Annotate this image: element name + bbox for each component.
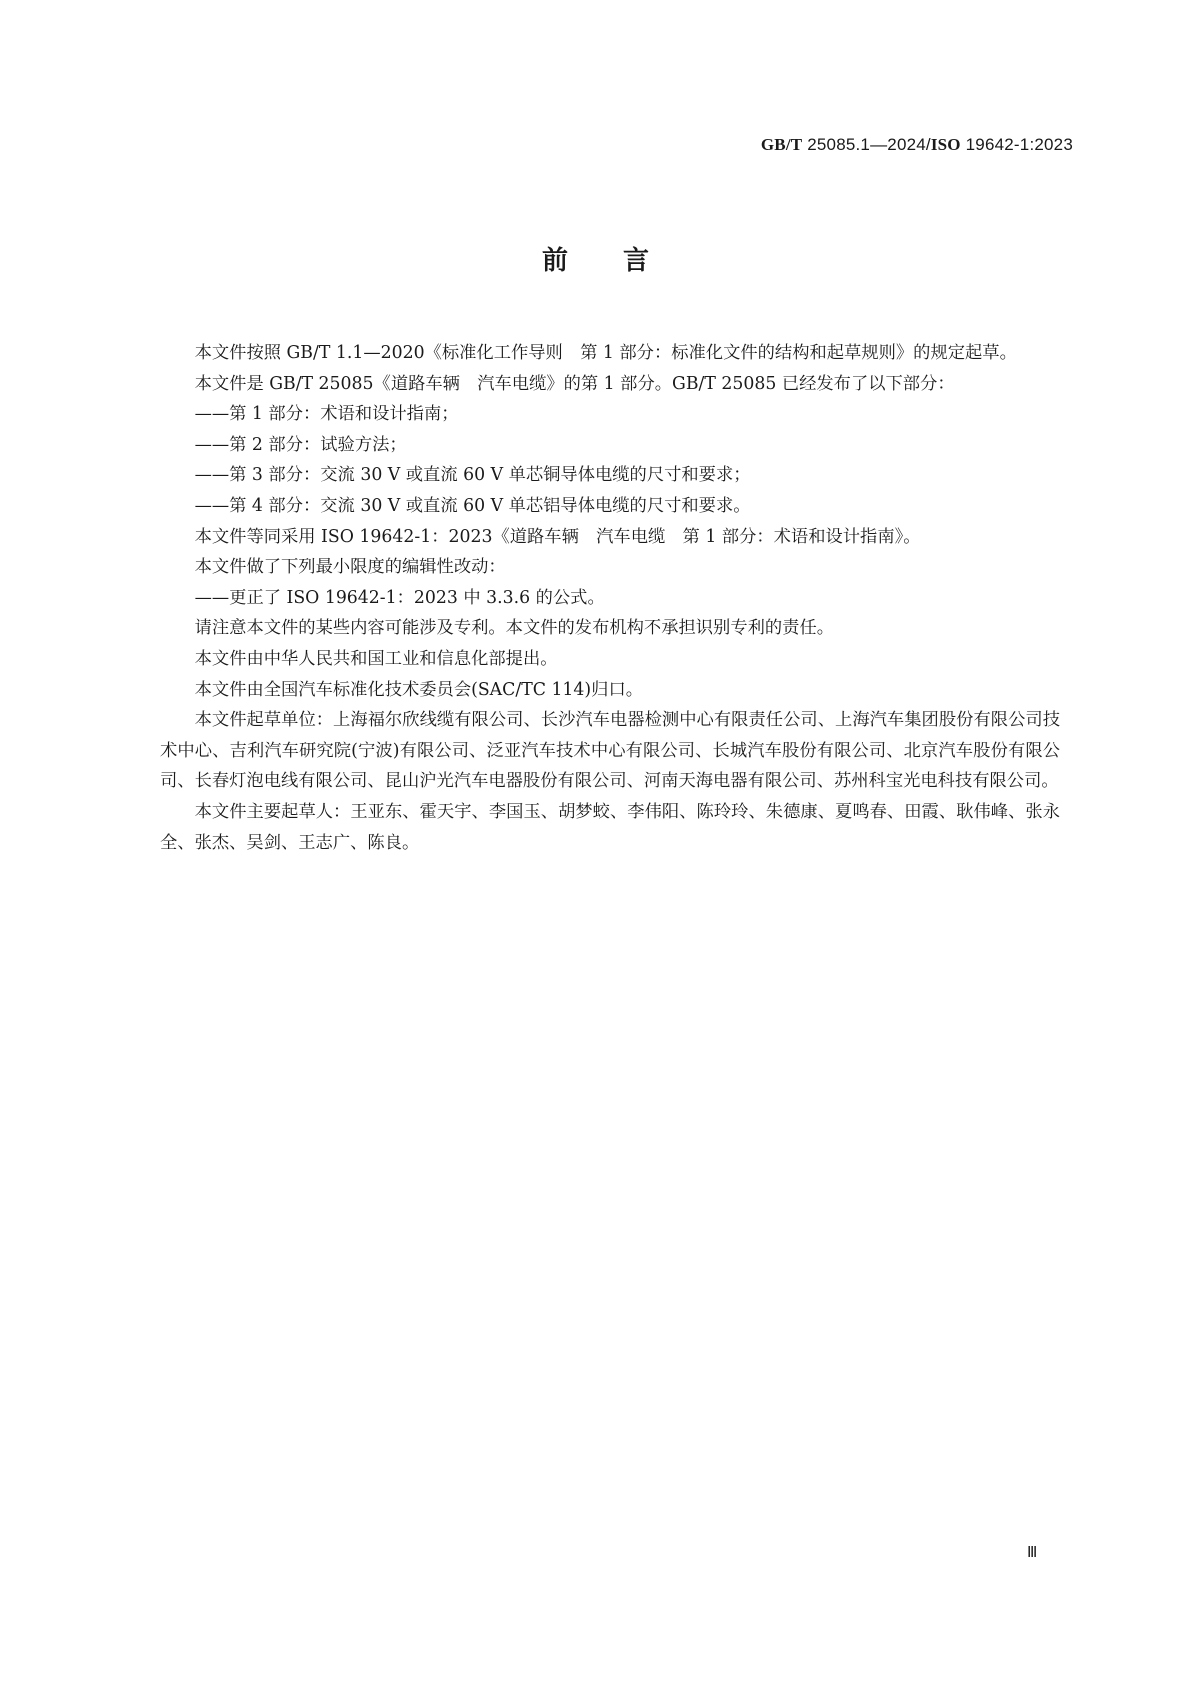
paragraph-drafters: 本文件主要起草人：王亚东、霍天宇、李国玉、胡梦蛟、李伟阳、陈玲玲、朱德康、夏鸣春、田霞、耿伟峰、张永全、张杰、吴剑、王志广、陈良。 <box>160 801 1060 853</box>
paragraph-proposed-by: 本文件由中华人民共和国工业和信息化部提出。 <box>194 648 558 669</box>
list-item-part-4: ——第 4 部分：交流 30 V 或直流 60 V 单芯铝导体电缆的尺寸和要求。 <box>194 495 751 516</box>
iso-prefix: ISO <box>930 135 961 154</box>
std-number: 25085.1—2024/ <box>802 135 931 154</box>
paragraph-patent-notice: 请注意本文件的某些内容可能涉及专利。本文件的发布机构不承担识别专利的责任。 <box>194 618 835 639</box>
list-item-part-2: ——第 2 部分：试验方法； <box>194 434 407 455</box>
paragraph-edits-intro: 本文件做了下列最小限度的编辑性改动： <box>194 557 506 578</box>
title-char-1: 前 <box>541 246 568 276</box>
list-item-edit-1: ——更正了 ISO 19642-1：2023 中 3.3.6 的公式。 <box>194 587 605 608</box>
title-char-2: 言 <box>623 246 650 276</box>
paragraph-series-intro: 本文件是 GB/T 25085《道路车辆 汽车电缆》的第 1 部分。GB/T 25085 已经发布了以下部分： <box>194 373 955 394</box>
paragraph-managed-by: 本文件由全国汽车标准化技术委员会(SAC/TC 114)归口。 <box>194 679 644 700</box>
list-item-part-1: ——第 1 部分：术语和设计指南； <box>194 404 459 425</box>
page-title <box>0 240 1191 277</box>
iso-number: 19642-1:2023 <box>960 135 1073 154</box>
paragraph-drafting-rules: 本文件按照 GB/T 1.1—2020《标准化工作导则 第 1 部分：标准化文件的结构和起草规则》的规定起草。 <box>194 343 1017 363</box>
list-item-part-3: ——第 3 部分：交流 30 V 或直流 60 V 单芯铜导体电缆的尺寸和要求； <box>194 465 751 486</box>
page-number: Ⅲ <box>1027 1545 1038 1561</box>
paragraph-adoption: 本文件等同采用 ISO 19642-1：2023《道路车辆 汽车电缆 第 1 部分：术语和设计指南》。 <box>194 526 921 547</box>
foreword-body <box>160 338 1060 858</box>
std-prefix: GB/T <box>760 135 803 154</box>
paragraph-drafting-units: 本文件起草单位：上海福尔欣线缆有限公司、长沙汽车电器检测中心有限责任公司、上海汽车集团股份有限公司技术中心、吉利汽车研究院(宁波)有限公司、泛亚汽车技术中心有限公司、长城汽车股份有限公司、北京汽车股份有限公司、长春灯泡电线有限公司、昆山沪光汽车电器股份有限公司、河南天海电器有限公司、苏州科宝光电科技有限公司。 <box>160 710 1060 792</box>
standard-code-header <box>761 135 1073 155</box>
